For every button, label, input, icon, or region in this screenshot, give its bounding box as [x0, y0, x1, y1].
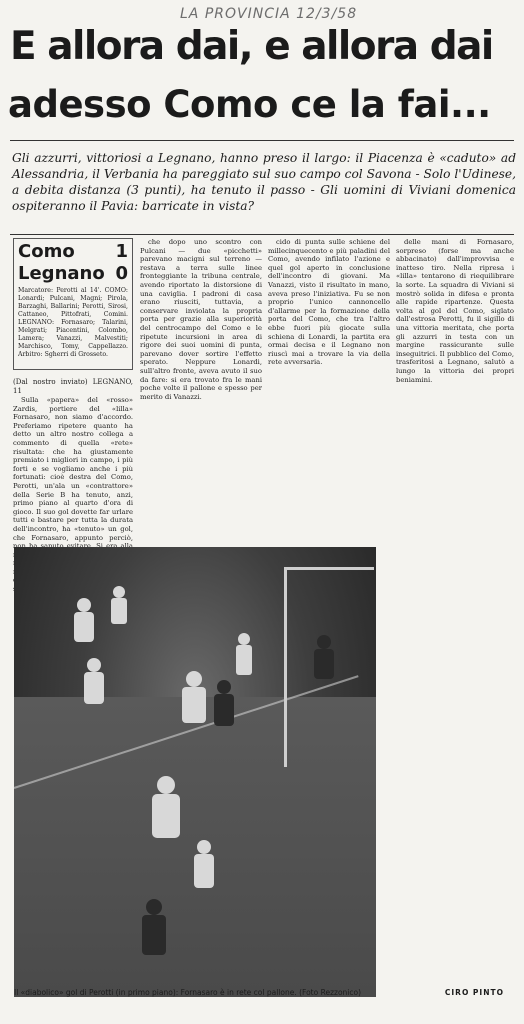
photo-caption — [14, 988, 514, 998]
divider-rule — [10, 140, 514, 141]
dateline: (Dal nostro inviato) LEGNANO, 11 — [13, 378, 133, 395]
article-deck: Gli azzurri, vittoriosi a Legnano, hanno preso il largo: il Piacenza è «caduto» ad Alessandria, il Verbania ha pareggiato sul suo campo col Savona - Solo l'Udinese, a debita distanza (3 punti), ha tenuto il passo - Gli uomini di Viviani domenica ospiteranno il Pavia: barricate in vista? — [12, 151, 516, 213]
column-text: cido di punta sulle schiene del millecinquecento e più paladini del Como, avendo infilato l'azione e quel gol aperto in conclusione dell'incontro di giovani. Ma Vanazzi, visto il risultato in mano, aveva preso l'iniziativa. Fu se non proprio l'unico cannoncello d'allarme per la formazione della porta del Como, che tra l'altro ebbe fuori più giocate sulla schiena di Lonardi, la partita era ormai decisa e il Legnano non riuscì mai a trovare la via della rete avversaria. — [268, 238, 390, 367]
headline-line-2: adesso Como ce la fai... — [8, 83, 491, 126]
headline-line-1: E allora dai, e allora dai — [10, 24, 493, 69]
column-text: Sulla «papera» del «rosso» Zardis, portiere del «lilla» Fornasaro, non siamo d'accordo. Preferiamo ripetere quanto ha detto un altro nostro collega a commento di quella «rete» risultata: che ha giustamente premiato i migliori in campo, i più forti e se vogliamo anche i più fortunati: cioè destra del Como, Perotti, un'ala un «contrattore» della Serie B ha tenuto, anzi, primo piano al quarto d'ora di gioco. Il suo gol dovette far urlare tutti e bastare per tutta la durata dell'incontro, ha «tenuto» un gol, che Fornasaro, appunto perciò, — [13, 396, 133, 542]
divider-rule — [10, 234, 514, 235]
team-name: Legnano — [18, 263, 105, 284]
article-column-3 — [268, 238, 390, 544]
caption-text: Il «diabolico» gol di Perotti (in primo piano): Fornasaro è in rete col pallone. (Foto Rezzonico) — [14, 988, 362, 997]
masthead-handwritten: LA PROVINCIA 12/3/58 — [180, 6, 358, 22]
article-column-4 — [396, 238, 514, 982]
column-text: che dopo uno scontro con Pulcani — due «picchetti» parevano macigni sul terreno — restava a terra sulle linee fronteggiante la tribuna centrale, avendo riportato la distorsione di una caviglia. I padroni di casa erano riusciti, tuttavia, a conservare inviolata la propria porta per grazie alla superiorità del centrocampo del Como e le ripetute incursioni in area di rigore dei suoi uomini di punta, parevano dover sortire l'effetto sperato. Neppure Lonardi, sull'altro fronte, aveva avuto il suo da fare: si era trovato fra le mani poche volte il pallone e spesso per merito di Vanazzi. — [140, 238, 262, 401]
team-name: Como — [18, 241, 75, 262]
author-byline: CIRO PINTO — [444, 988, 504, 997]
team-score: 1 — [115, 241, 128, 262]
match-photo — [14, 547, 376, 985]
score-row-away — [18, 263, 128, 285]
article-column-2 — [140, 238, 262, 544]
score-box — [13, 238, 133, 370]
team-score: 0 — [115, 263, 128, 284]
article-column-1 — [13, 378, 133, 544]
players-silhouettes — [14, 547, 376, 985]
column-text: delle mani di Fornasaro, sorpreso (forse ma anche abbacinato) dall'improvvisa e inatteso tiro. Nella ripresa i «lilla» tentarono di riequilibrare la sorte. La squadra di Viviani si mostrò solida in difesa e pronta alle rapide ripartenze. Questa volta al gol del Como, siglato dall'estrosa Perotti, fu il sigillo di una vittoria meritata, che porta gli azzurri in testa con un margine rassicurante sulle inseguitrici. Il pubblico del Como, trasferitosi a Legnano, salutò a lungo la vittoria dei propri beniamini. — [396, 238, 514, 384]
match-lineups: Marcatore: Perotti al 14'. COMO: Lonardi; Pulcani, Magni; Pirola, Barzaghi, Ballarini; Perotti, Sirosi, Cattaneo, Pittofrati, Comini. LEGNANO: Fornasaro; Talarini, Melgrati; Piacentini, Colombo, Lamera; Vanazzi, Malvestiti; Marchisco, Tomy, Cappellazzo. Arbitro: Sgherri di Grosseto. — [18, 287, 128, 358]
score-row-home — [18, 241, 128, 263]
